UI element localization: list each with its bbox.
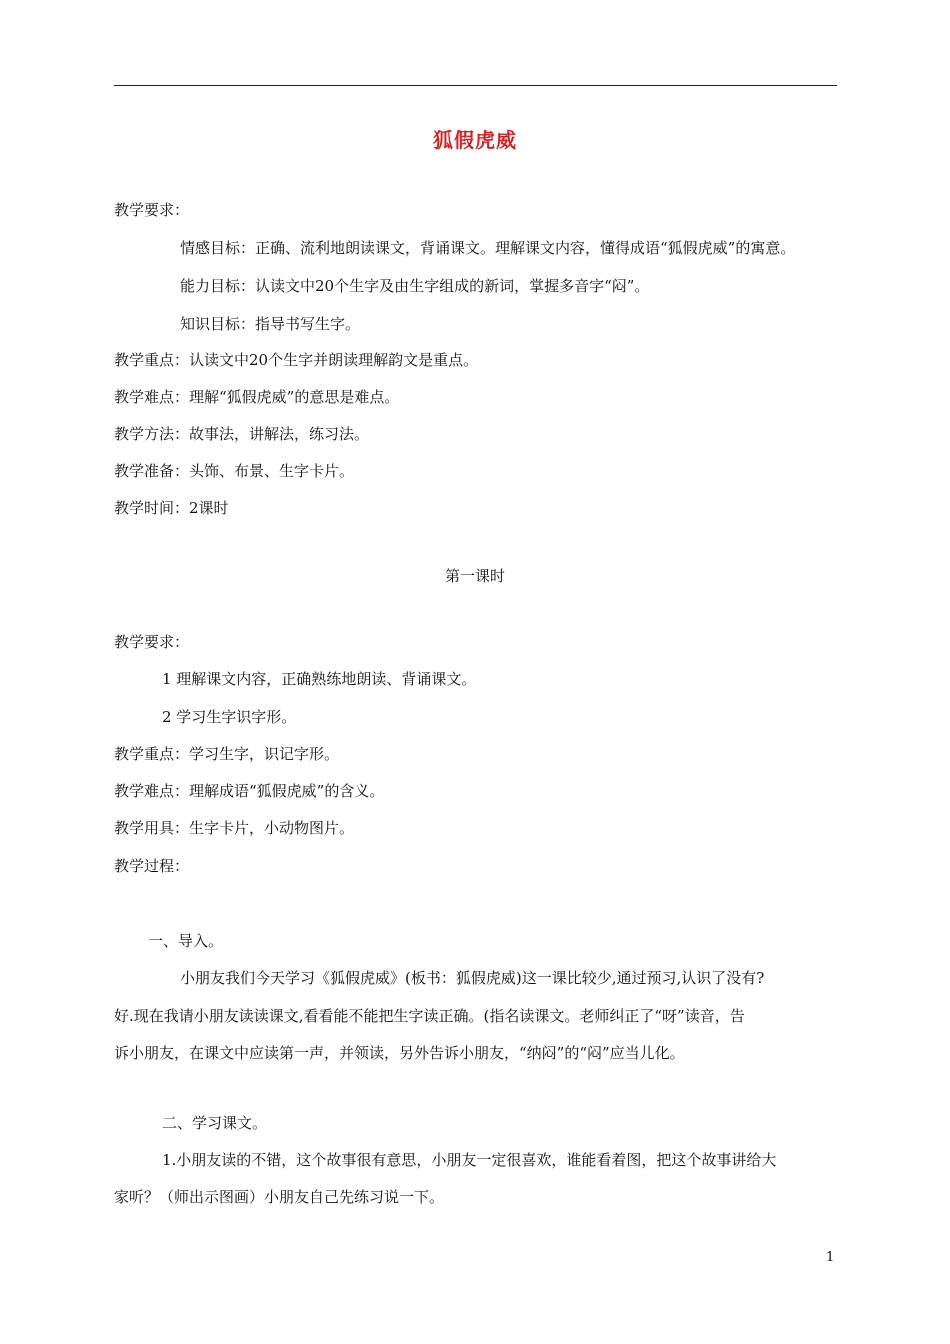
text-line: 教学过程： [114,857,190,875]
text-line: 小朋友我们今天学习《狐假虎威》(板书：狐假虎威)这一课比较少,通过预习,认识了没有? [180,969,765,987]
text-line: 教学用具：生字卡片，小动物图片。 [114,819,355,837]
text-line: 教学要求： [114,633,190,651]
text-line: 教学重点：认读文中20个生字并朗读理解韵文是重点。 [114,351,479,369]
section-heading: 第一课时 [444,567,505,585]
text-line: 教学要求： [114,201,190,219]
text-line: 能力目标：认读文中20个生字及由生字组成的新词，掌握多音字“闷”。 [180,277,650,295]
page-number: 1 [826,1250,835,1265]
text-line: 二、学习课文。 [162,1114,268,1132]
text-line: 1.小朋友读的不错，这个故事很有意思，小朋友一定很喜欢，谁能看着图，把这个故事讲给大 [162,1151,777,1169]
text-line: 好.现在我请小朋友读读课文,看看能不能把生字读正确。(指名读课文。老师纠正了“呀”读音，告 [114,1007,745,1025]
text-line: 家听？（师出示图画）小朋友自己先练习说一下。 [114,1188,445,1206]
text-line: 教学方法：故事法，讲解法，练习法。 [114,425,370,443]
text-line: 情感目标：正确、流利地朗读课文，背诵课文。理解课文内容，懂得成语“狐假虎威”的寓意。 [180,239,796,257]
text-line: 诉小朋友，在课文中应读第一声，并领读，另外告诉小朋友，“纳闷”的“闷”应当儿化。 [114,1044,685,1062]
document-title: 狐假虎威 [433,128,517,152]
text-line: 知识目标：指导书写生字。 [180,315,361,333]
text-line: 教学重点：学习生字，识记字形。 [114,745,340,763]
text-line: 1 理解课文内容，正确熟练地朗读、背诵课文。 [162,670,477,688]
text-line: 一、导入。 [148,932,224,950]
text-line: 2 学习生字识字形。 [162,708,297,726]
text-line: 教学难点：理解成语“狐假虎威”的含义。 [114,782,385,800]
text-line: 教学时间：2课时 [114,499,229,517]
header-rule [114,85,837,86]
text-line: 教学难点：理解“狐假虎威”的意思是难点。 [114,388,400,406]
text-line: 教学准备：头饰、布景、生字卡片。 [114,462,355,480]
